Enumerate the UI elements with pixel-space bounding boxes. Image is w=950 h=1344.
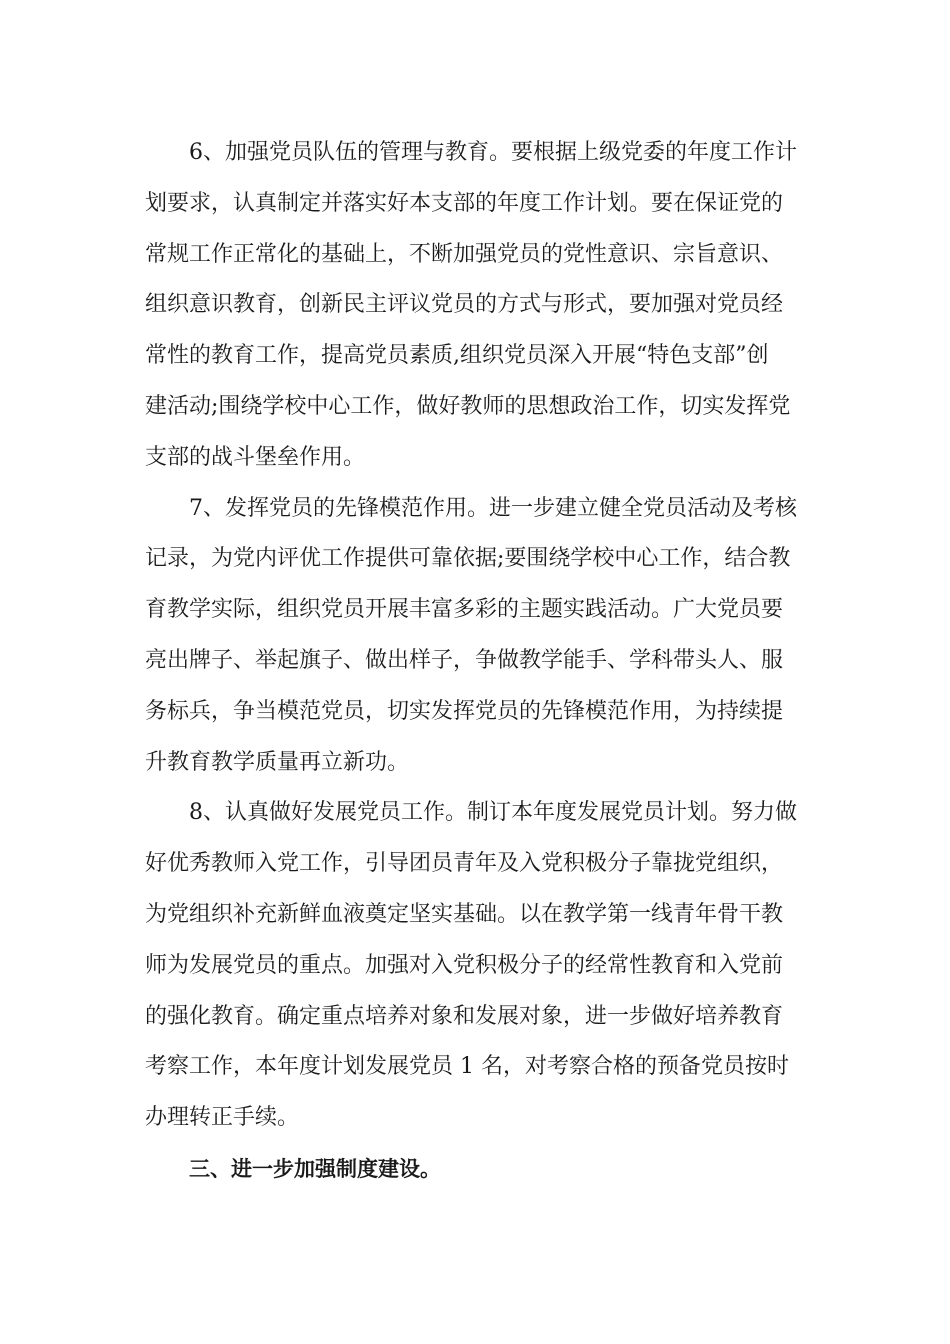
text-line: 常规工作正常化的基础上，不断加强党员的党性意识、宗旨意识、 bbox=[145, 241, 784, 267]
text-line: 师为发展党员的重点。加强对入党积极分子的经常性教育和入党前 bbox=[145, 952, 784, 978]
text-line: 记录，为党内评优工作提供可靠依据;要围绕学校中心工作，结合教 bbox=[145, 546, 791, 572]
text-line: 育教学实际，组织党员开展丰富多彩的主题实践活动。广大党员要 bbox=[145, 597, 784, 623]
text-line: 务标兵，争当模范党员，切实发挥党员的先锋模范作用，为持续提 bbox=[145, 698, 784, 724]
text-line: 升教育教学质量再立新功。 bbox=[145, 749, 410, 775]
text-line: 支部的战斗堡垒作用。 bbox=[145, 444, 366, 470]
paragraph-7 bbox=[145, 484, 805, 789]
text-line: 办理转正手续。 bbox=[145, 1105, 300, 1131]
text-line: 的强化教育。确定重点培养对象和发展对象，进一步做好培养教育 bbox=[145, 1003, 784, 1029]
text-line: 划要求，认真制定并落实好本支部的年度工作计划。要在保证党的 bbox=[145, 190, 784, 216]
text-line: 好优秀教师入党工作，引导团员青年及入党积极分子靠拢党组织， bbox=[145, 851, 784, 877]
text-line: 考察工作，本年度计划发展党员 1 名，对考察合格的预备党员按时 bbox=[145, 1054, 789, 1080]
text-line: 亮出牌子、举起旗子、做出样子，争做教学能手、学科带头人、服 bbox=[145, 647, 784, 673]
text-line: 7、发挥党员的先锋模范作用。进一步建立健全党员活动及考核 bbox=[189, 495, 797, 521]
paragraph-6 bbox=[145, 128, 805, 484]
section-heading-text: 三、进一步加强制度建设。 bbox=[189, 1156, 441, 1181]
text-line: 常性的教育工作，提高党员素质,组织党员深入开展“特色支部”创 bbox=[145, 343, 769, 369]
text-line: 6、加强党员队伍的管理与教育。要根据上级党委的年度工作计 bbox=[189, 140, 797, 165]
paragraph-8 bbox=[145, 788, 805, 1144]
text-line: 为党组织补充新鲜血液奠定坚实基础。以在教学第一线青年骨干教 bbox=[145, 901, 784, 927]
document-body bbox=[145, 128, 805, 1195]
text-line: 组织意识教育，创新民主评议党员的方式与形式，要加强对党员经 bbox=[145, 292, 784, 318]
text-line: 建活动;围绕学校中心工作，做好教师的思想政治工作，切实发挥党 bbox=[145, 393, 791, 419]
section-heading bbox=[145, 1144, 805, 1195]
text-line: 8、认真做好发展党员工作。制订本年度发展党员计划。努力做 bbox=[189, 800, 797, 826]
